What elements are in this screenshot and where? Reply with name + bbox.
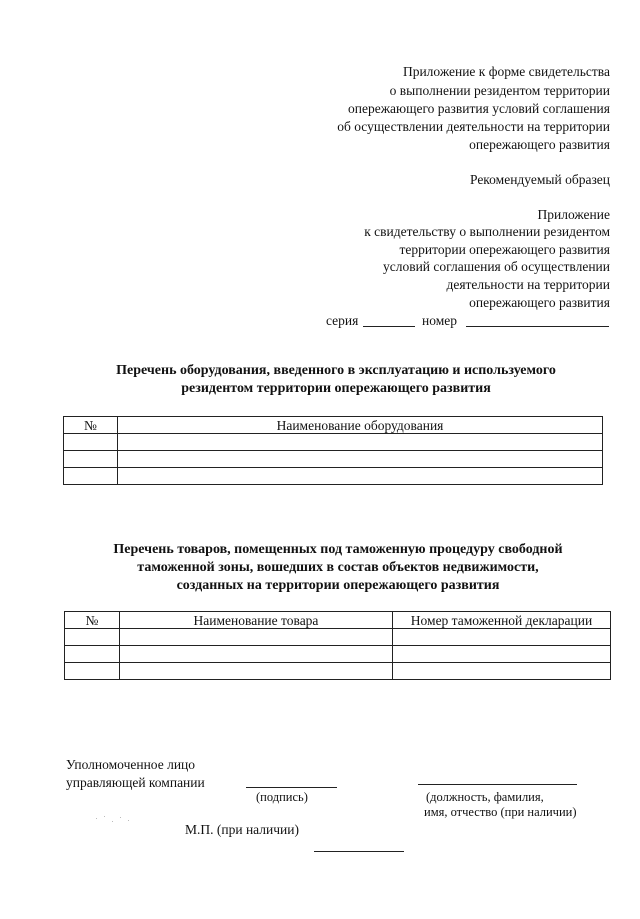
equipment-col-name: Наименование оборудования: [118, 417, 603, 434]
management-company-label: управляющей компании: [66, 775, 205, 790]
table-cell: [393, 629, 611, 646]
table-cell: [65, 663, 120, 680]
goods-table-header: [65, 612, 611, 629]
table-row: [64, 434, 603, 451]
goods-col-name: Наименование товара: [120, 612, 393, 629]
equipment-section-title-line-2: резидентом территории опережающего развития: [181, 381, 491, 396]
scan-speck: [120, 817, 121, 818]
signature-line: [246, 787, 337, 788]
table-row: [65, 663, 611, 680]
goods-col-declaration: Номер таможенной декларации: [393, 612, 611, 629]
number-blank-line: [466, 326, 609, 327]
signature-caption: (подпись): [256, 790, 308, 804]
scan-speck: [96, 818, 97, 819]
table-row: [64, 468, 603, 485]
equipment-col-number: №: [64, 417, 118, 434]
table-cell: [64, 451, 118, 468]
table-row: [65, 629, 611, 646]
table-cell: [118, 468, 603, 485]
table-cell: [64, 434, 118, 451]
table-cell: [393, 646, 611, 663]
appendix-block-title: Приложение: [537, 207, 610, 222]
table-cell: [393, 663, 611, 680]
table-cell: [65, 629, 120, 646]
stamp-line: [314, 851, 404, 852]
table-cell: [64, 468, 118, 485]
appendix-header-line-4: об осуществлении деятельности на территории: [337, 119, 610, 134]
table-cell: [118, 451, 603, 468]
appendix-block-line-3: условий соглашения об осуществлении: [382, 259, 610, 274]
position-line: [418, 784, 577, 785]
sample-label: Рекомендуемый образец: [469, 172, 610, 187]
goods-section-title-line-3: созданных на территории опережающего развития: [176, 578, 500, 593]
appendix-block-line-1: к свидетельству о выполнении резидентом: [364, 224, 610, 239]
scan-speck: [104, 816, 105, 817]
goods-section-title-line-1: Перечень товаров, помещенных под таможенную процедуру свободной: [113, 542, 563, 557]
stamp-label: М.П. (при наличии): [185, 822, 299, 837]
appendix-header-line-2: о выполнении резидентом территории: [389, 83, 610, 98]
number-label: номер: [422, 313, 458, 328]
table-row: [64, 451, 603, 468]
authorized-person-label: Уполномоченное лицо: [66, 757, 196, 772]
appendix-header-line-3: опережающего развития условий соглашения: [347, 101, 610, 116]
goods-section-title-line-2: таможенной зоны, вошедших в состав объектов недвижимости,: [137, 560, 539, 575]
series-blank-line: [363, 326, 415, 327]
equipment-section-title-line-1: Перечень оборудования, введенного в эксплуатацию и используемого: [116, 363, 556, 378]
goods-col-number: №: [65, 612, 120, 629]
position-caption-line-2: имя, отчество (при наличии): [424, 805, 577, 819]
position-caption-line-1: (должность, фамилия,: [426, 790, 544, 804]
appendix-header-line-1: Приложение к форме свидетельства: [402, 64, 610, 79]
goods-table: [64, 611, 611, 680]
equipment-table: [63, 416, 603, 485]
appendix-block-line-2: территории опережающего развития: [399, 242, 610, 257]
scan-speck: [112, 821, 113, 822]
table-cell: [120, 663, 393, 680]
appendix-block-line-4: деятельности на территории: [446, 277, 610, 292]
appendix-block-line-5: опережающего развития: [469, 295, 610, 310]
scan-speck: [128, 820, 129, 821]
equipment-table-header: [64, 417, 603, 434]
table-cell: [118, 434, 603, 451]
table-row: [65, 646, 611, 663]
appendix-header-line-5: опережающего развития: [469, 137, 610, 152]
series-label: серия: [326, 313, 359, 328]
table-cell: [120, 629, 393, 646]
table-cell: [65, 646, 120, 663]
table-cell: [120, 646, 393, 663]
